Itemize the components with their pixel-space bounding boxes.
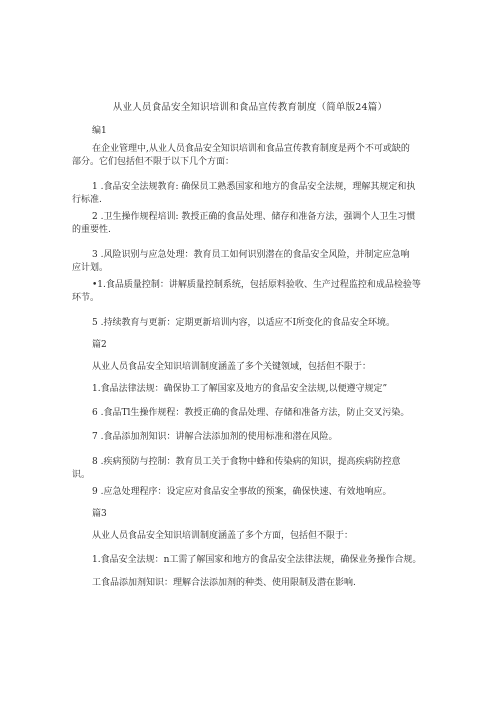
- paragraph-line: 1.食品法律法规：确保协工了解国家及地方的食品安全法规,以便遵守规定”: [92, 384, 388, 394]
- paragraph-line: 在企业管理中,从业人员食品安全知识培训和食品宣传教育制度是两个不可或缺的: [92, 144, 410, 154]
- paragraph-line: •1.食品质量控制：讲解质量控制系统，包括原料验收、生产过程监控和成品检验等: [92, 280, 421, 290]
- paragraph-line: 6 .食品Tl生操作规程：教授正确的食品处理、存储和准备方法，防止交叉污染。: [92, 408, 410, 418]
- paragraph-line: 部分。它们包括但不限于以下几个方面：: [72, 157, 235, 167]
- paragraph-line: 从业人员食品安全知识培训制度涵盖了多个关键领域，包括但不限于：: [92, 362, 372, 372]
- section-heading: 编1: [92, 126, 107, 136]
- paragraph-line: 的重要性.: [72, 225, 111, 235]
- paragraph-line: 5 .持续教育与更新：定期更新培训内容，以适应不I所变化的食品安全环境。: [92, 318, 396, 328]
- paragraph-line: 环节。: [72, 293, 100, 303]
- paragraph-line: 2 .卫生操作规程培训: 教授正确的食品处理、储存和准备方法，强调个人卫生习惯: [92, 212, 416, 222]
- paragraph-line: 1.食品安全法规：n工需了解国家和地方的食品安全法律法规，确保业务操作合规。: [92, 555, 422, 565]
- section-heading: 篇2: [92, 340, 107, 350]
- paragraph-line: 从业人员食品安全知识培训制度涵盖了多个方面，包括但不限于：: [92, 531, 354, 541]
- paragraph-line: 工食品添加剂知识：理解合法添加剂的种类、使用限制及潜在影响.: [92, 578, 356, 588]
- paragraph-line: 1 .食品安全法规教育: 确保员工熟悉国家和地方的食品安全法规，理解其规定和执: [92, 182, 416, 192]
- paragraph-line: 3 .风险识别与应急处理：教育员工如何识别潜在的食品安全风险，并制定应急响: [92, 250, 410, 260]
- paragraph-line: 7 .食品添加剂知识：讲解合法添加剂的使用标准和潜在风险。: [92, 432, 338, 442]
- paragraph-line: 8 .疾病预防与控制：教育员工关于食物中蜂和传染病的知识，提高疾病防控意: [92, 457, 401, 467]
- document-title: 从业人员食品安全知识培训和食品宣传教育制度（简单版24篇）: [112, 102, 388, 113]
- paragraph-line: 行标准.: [72, 195, 102, 205]
- paragraph-line: 9 .应急处理程序：设定应对食品安全事故的预案，确保快速、有效地响应。: [92, 487, 392, 497]
- paragraph-line: 识。: [72, 470, 91, 480]
- paragraph-line: 应计划。: [72, 263, 109, 273]
- section-heading: 篇3: [92, 509, 107, 519]
